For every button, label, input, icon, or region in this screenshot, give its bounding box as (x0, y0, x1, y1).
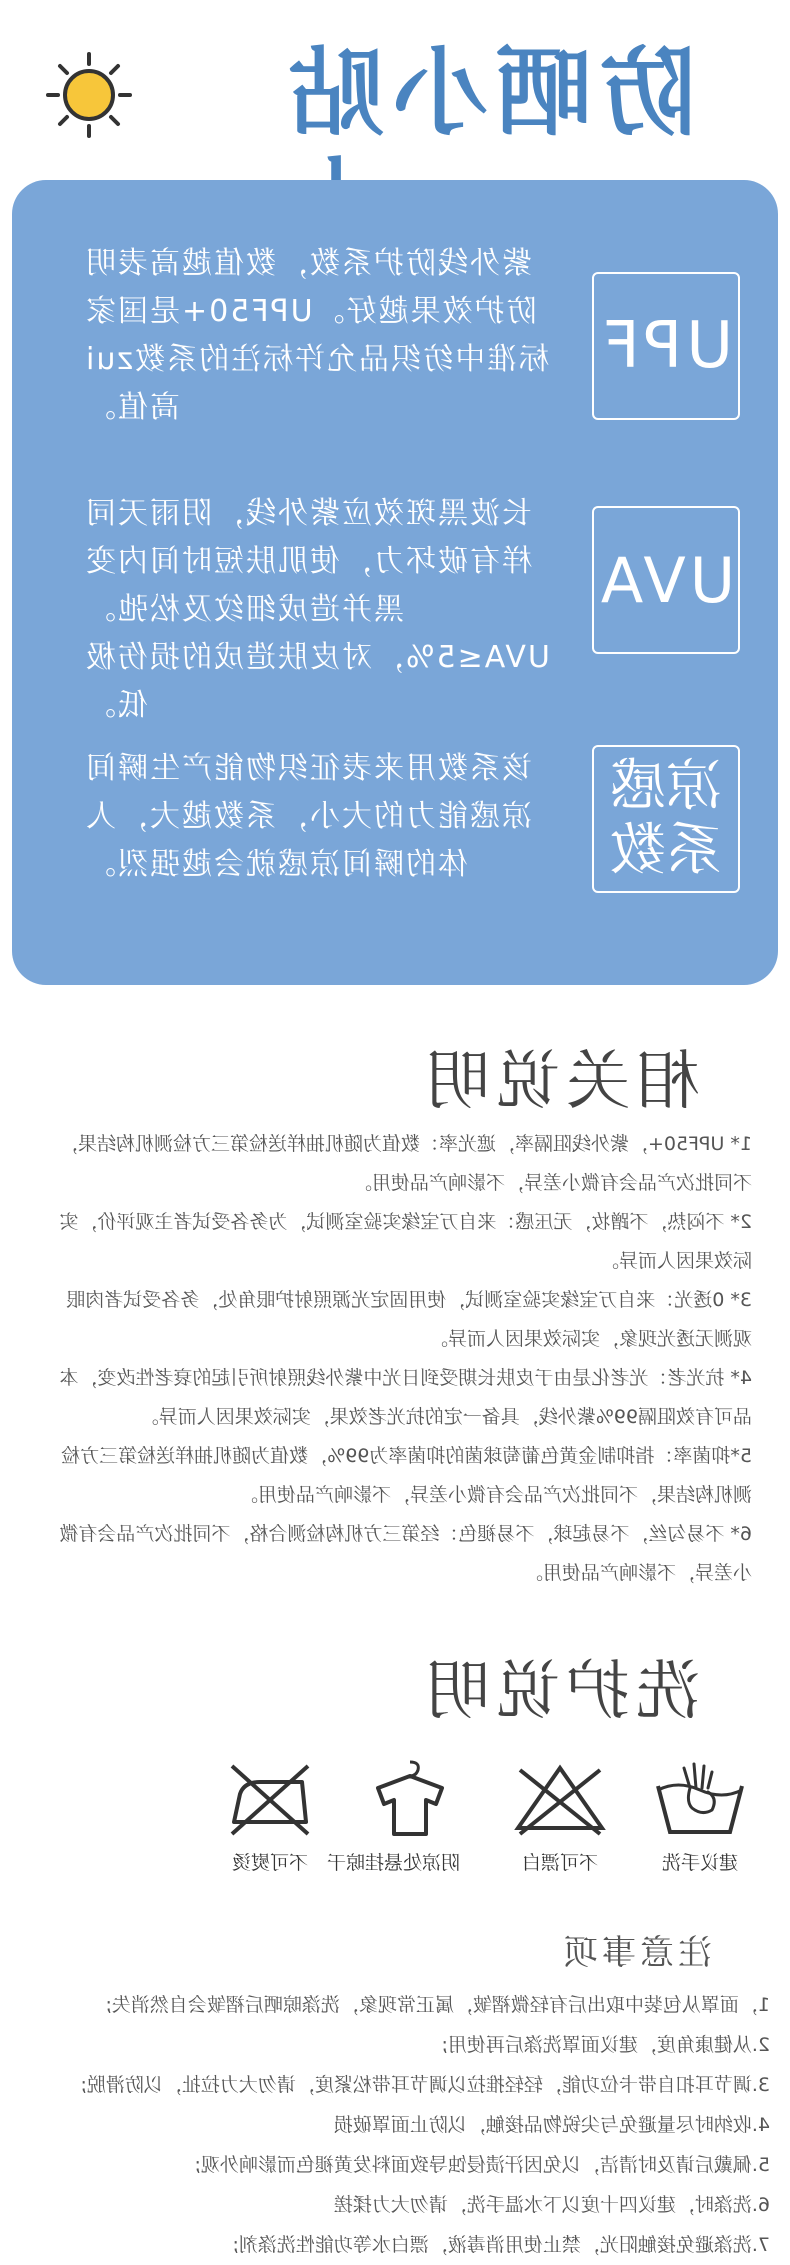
no-iron-icon (220, 1758, 320, 1838)
care-label: 不可熨烫 (232, 1852, 309, 1874)
cooling-badge (592, 745, 740, 893)
related-item: 2* 不闷热，不蹭妆，无压感：来自万宝缘实验室测试，为务各受试者主观评价，实际效果因人而异。 (59, 1211, 752, 1272)
notice-item: 7.洗涤避免接触阳光，禁止使用消毒液，漂白水等功能性洗涤剂; (232, 2234, 770, 2256)
notice-item: 5.佩戴后请及时清洁，以免因汗渍侵蚀导致面料发黄褪色而影响外观; (194, 2154, 770, 2176)
care-label: 建议手洗 (662, 1852, 739, 1874)
related-item: 3* 0透光：来自万宝缘实验室测试，使用固定光源照射护眼角处，务各受试者肉眼观测无透光现象，实际效果因人而异。 (66, 1289, 752, 1350)
related-item: 5*抑菌率：指抑制金黄色葡萄球菌的抑菌率为99%，数值为随机抽样送检第三方检测机构结果，不同批次产品会有微小差异，不影响产品使用。 (61, 1445, 752, 1506)
no-bleach-icon (510, 1758, 610, 1838)
sun-icon (44, 50, 134, 140)
hand-wash-icon (650, 1758, 750, 1838)
related-item: 1* UPF50+，紫外线阻隔率，遮光率：数值为随机抽样送检第三方检测机构结果，不同批次产品会有微小差异，不影响产品使用。 (58, 1133, 752, 1194)
upf-badge (592, 272, 740, 420)
related-list (52, 1125, 752, 1593)
related-title: 相关说明 (420, 1045, 700, 1119)
page-title: 防晒小贴 (280, 37, 696, 149)
uva-badge (592, 506, 740, 654)
care-icons (220, 1758, 760, 1918)
care-no-bleach (510, 1758, 610, 1875)
care-no-iron (220, 1758, 320, 1875)
care-label: 阴凉处悬挂晾干 (326, 1852, 460, 1874)
upf-badge-label: UPF (598, 309, 734, 383)
notice-item: 1，面罩从包装中取出后有轻微褶皱，属正常现象，洗涤晾晒后褶皱会自然消失; (105, 1994, 770, 2016)
related-item: 4* 抗光老：光老化是由于皮肤长期受到日光中紫外线照射所引起的衰老性改变，本品可有效阻隔99%紫外线，具备一定的抗光老效果，实际效果因人而异。 (59, 1367, 752, 1428)
notice-title: 注意事项 (560, 1933, 712, 1973)
notice-item: 4.收纳时尽量避免与尖锐物品接触，以防止面罩破损 (333, 2114, 770, 2136)
care-title: 洗护说明 (420, 1655, 700, 1729)
hang-dry-icon (360, 1758, 460, 1838)
uva-badge-label: UVA (596, 543, 736, 617)
notice-item: 2.从健康角度，建议面罩洗涤后再使用; (441, 2034, 770, 2056)
care-label: 不可漂白 (522, 1852, 599, 1874)
feature-uva-text: 长波黑斑效应紫外线，阴雨天同样有破坏力，使肌肤短时间内变黑并造成细纹及松弛。UVA≤5%，对皮肤造成的损伤极低。 (84, 496, 550, 723)
care-hang-dry (326, 1758, 460, 1875)
info-card (12, 180, 778, 985)
notice-list (20, 1985, 770, 2265)
feature-upf-text: 紫外线防护系数，数值越高表明防护效果越好。UPF50+是国家标准中纺织品允许标注的系数zui高值。 (84, 246, 550, 425)
related-item: 6* 不易勾丝，不易起球，不易褪色：经第三方机构检测合格，不同批次产品会有微小差异，不影响产品使用。 (59, 1523, 752, 1584)
notice-item: 3.调节耳扣自带卡位功能，轻轻推拉以调节耳带松紧度，请勿大力拉扯，以防滑脱; (80, 2074, 770, 2096)
notice-item: 6.洗涤时，建议四十度以下水温手洗，请勿大力揉搓 (333, 2194, 770, 2216)
care-hand-wash (650, 1758, 750, 1875)
cooling-badge-label: 凉感系数 (610, 754, 722, 883)
feature-cooling-text: 该系数用来表征织物能产生瞬间凉感能力的大小，系数越大，人体的瞬间凉感就会越强烈。 (84, 751, 532, 882)
